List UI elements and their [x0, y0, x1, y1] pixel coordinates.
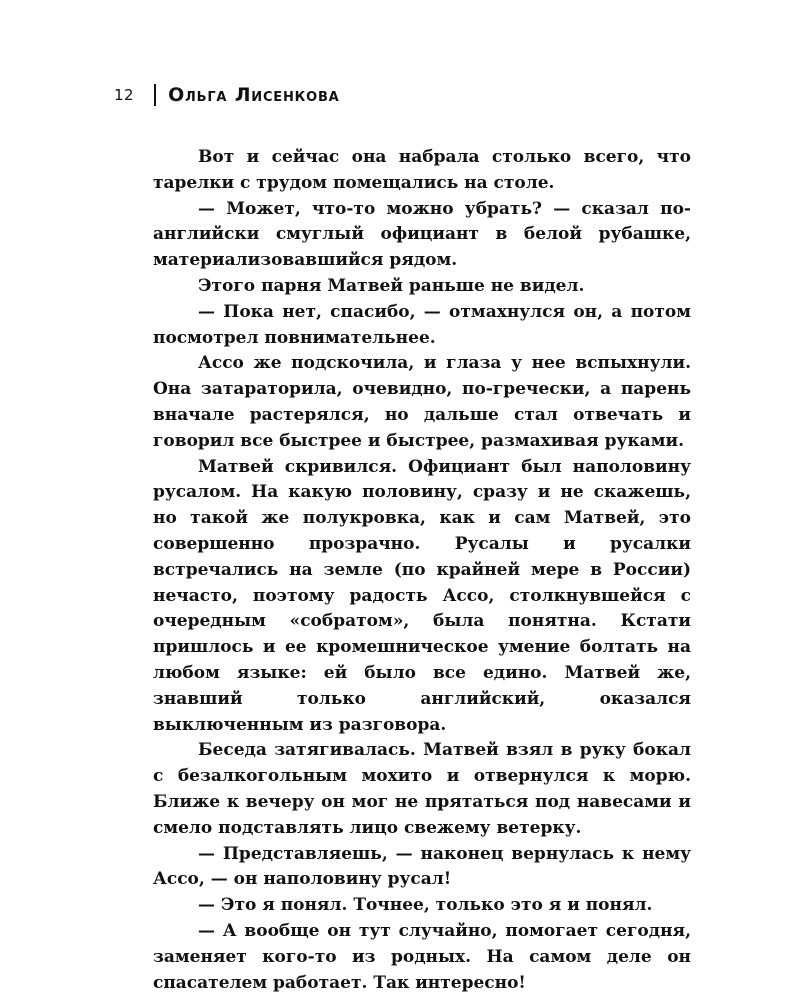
paragraph: — Это я понял. Точнее, только это я и понял.: [198, 895, 653, 916]
paragraph: — Пока нет, спасибо, — отмахнулся он, а потом посмотрел повнимательнее.: [153, 301, 691, 348]
page-number: 12: [114, 86, 135, 104]
paragraph: — Представляешь, — наконец вернулась к нему Ассо, — он наполовину русал!: [153, 843, 691, 890]
paragraph: Матвей скривился. Официант был наполовину русалом. На какую половину, сразу и не скажешь, но такой же полукровка, как и сам Матвей, это совершенно прозрачно. Русалы и русалки встречались на земле (по крайней мере в России) нечасто, поэтому радость Ассо, столкнувшейся с очередным «собратом», была понятна. Кстати пришлось и ее кромешническое умение болтать на любом языке: ей было все едино. Матвей же, знавший только английский, оказался выключенным из разговора.: [153, 456, 691, 735]
paragraph: Ассо же подскочила, и глаза у нее вспыхнули. Она затараторила, очевидно, по-гречески, а парень вначале растерялся, но дальше стал отвечать и говорил все быстрее и быстрее, размахивая руками.: [153, 353, 691, 451]
paragraph: — Может, что-то можно убрать? — сказал по-английски смуглый официант в белой рубашке, материализовавшийся рядом.: [153, 198, 691, 271]
running-head: [114, 80, 340, 110]
paragraph: Беседа затягивалась. Матвей взял в руку бокал с безалкогольным мохито и отвернулся к морю. Ближе к вечеру он мог не прятаться под навесами и смело подставлять лицо свежему ветерку.: [153, 740, 691, 838]
body-text: [153, 145, 691, 996]
paragraph: — А вообще он тут случайно, помогает сегодня, заменяет кого-то из родных. На самом деле он спасателем работает. Так интересно!: [153, 920, 691, 993]
paragraph: Вот и сейчас она набрала столько всего, что тарелки с трудом помещались на столе.: [153, 147, 691, 193]
header-divider: [154, 84, 156, 106]
paragraph: Этого парня Матвей раньше не видел.: [198, 275, 585, 296]
author-name: Ольга Лисенкова: [168, 84, 340, 106]
